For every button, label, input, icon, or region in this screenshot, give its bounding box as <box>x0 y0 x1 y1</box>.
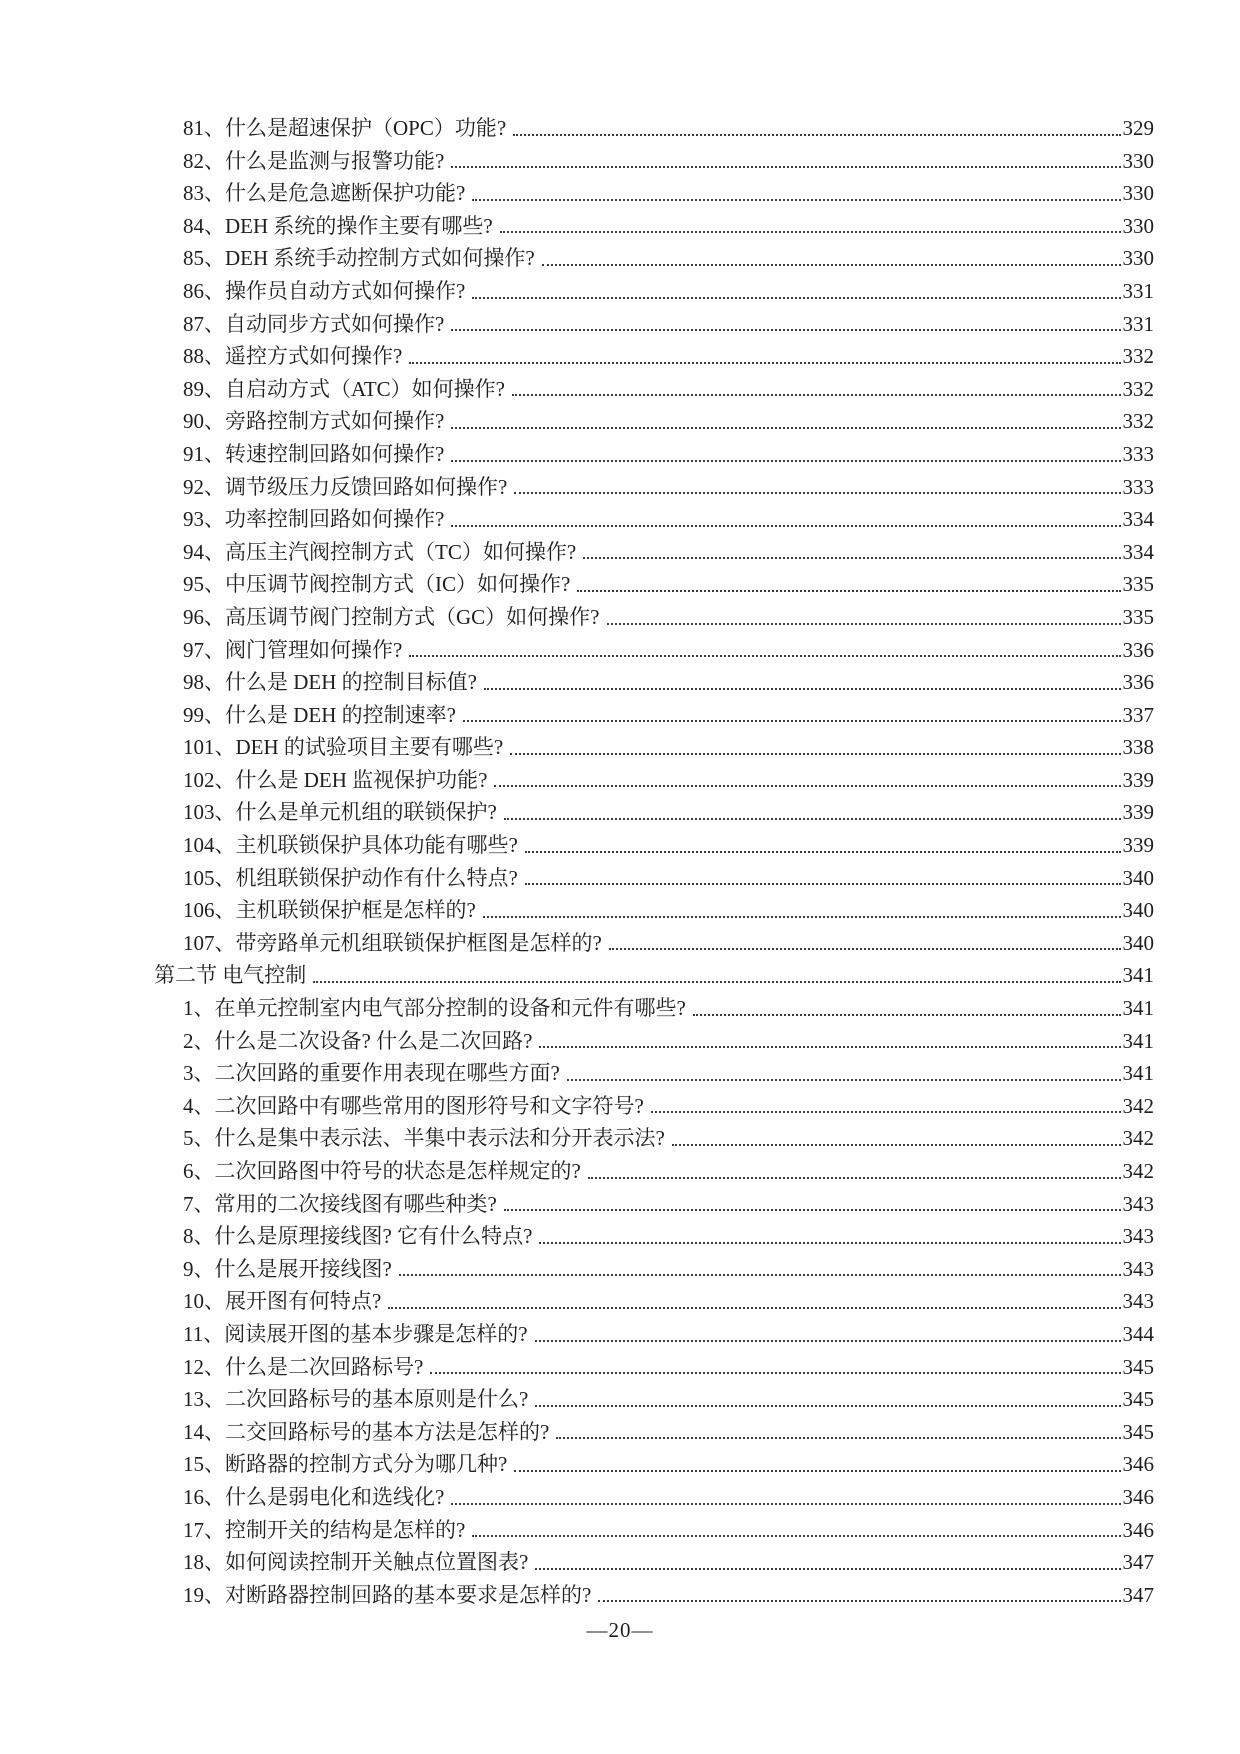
toc-entry-label: 2、什么是二次设备? 什么是二次回路? <box>183 1028 533 1053</box>
toc-leader-dots <box>399 1274 1121 1276</box>
toc-entry <box>154 1416 1154 1449</box>
toc-entry-label: 91、转速控制回路如何操作? <box>183 441 445 466</box>
toc-leader-dots <box>651 1111 1121 1113</box>
toc-entry-page-number: 335 <box>1122 572 1154 597</box>
toc-entry <box>154 894 1154 927</box>
toc-leader-dots <box>500 231 1121 233</box>
toc-entry <box>154 275 1154 308</box>
toc-leader-dots <box>525 883 1121 885</box>
toc-leader-dots <box>472 1535 1120 1537</box>
toc-entry-label: 104、主机联锁保护具体功能有哪些? <box>183 833 518 858</box>
toc-entry-label: 94、高压主汽阀控制方式（TC）如何操作? <box>183 539 577 564</box>
toc-entry <box>154 1188 1154 1221</box>
toc-entry-page-number: 332 <box>1122 344 1154 369</box>
toc-entry-page-number: 345 <box>1122 1354 1154 1379</box>
toc-leader-dots <box>672 1144 1121 1146</box>
toc-entry <box>154 1220 1154 1253</box>
toc-entry <box>154 373 1154 406</box>
toc-entry-page-number: 331 <box>1122 311 1154 336</box>
toc-entry-page-number: 346 <box>1122 1452 1154 1477</box>
toc-entry-page-number: 347 <box>1122 1550 1154 1575</box>
toc-entry <box>154 1318 1154 1351</box>
toc-entry-page-number: 339 <box>1122 833 1154 858</box>
toc-entry-page-number: 330 <box>1122 246 1154 271</box>
toc-entry-page-number: 347 <box>1122 1582 1154 1607</box>
toc-entry <box>154 1514 1154 1547</box>
toc-leader-dots <box>556 1437 1120 1439</box>
toc-entry-label: 81、什么是超速保护（OPC）功能? <box>183 116 507 140</box>
toc-entry <box>154 862 1154 895</box>
toc-entry <box>154 1253 1154 1286</box>
toc-entry <box>154 308 1154 341</box>
toc-leader-dots <box>430 1372 1120 1374</box>
toc-entry-label: 11、阅读展开图的基本步骤是怎样的? <box>183 1321 528 1346</box>
toc-entry-page-number: 334 <box>1122 507 1154 532</box>
toc-entry-label: 第二节 电气控制 <box>154 963 307 988</box>
toc-leader-dots <box>525 851 1121 853</box>
toc-leader-dots <box>451 166 1120 168</box>
toc-entry <box>154 1383 1154 1416</box>
toc-entry-label: 92、调节级压力反馈回路如何操作? <box>183 474 508 499</box>
toc-leader-dots <box>583 557 1120 559</box>
toc-entry-label: 4、二次回路中有哪些常用的图形符号和文字符号? <box>183 1093 644 1118</box>
toc-leader-dots <box>693 1014 1121 1016</box>
toc-leader-dots <box>577 590 1120 592</box>
toc-leader-dots <box>451 525 1120 527</box>
toc-entry-page-number: 340 <box>1122 865 1154 890</box>
toc-leader-dots <box>313 981 1120 983</box>
toc-entry <box>154 503 1154 536</box>
toc-leader-dots <box>409 655 1120 657</box>
toc-entry <box>154 1025 1154 1058</box>
toc-entry-label: 83、什么是危急遮断保护功能? <box>183 181 466 206</box>
toc-entry-label: 107、带旁路单元机组联锁保护框图是怎样的? <box>183 930 602 955</box>
toc-entry <box>154 145 1154 178</box>
toc-entry-page-number: 333 <box>1122 441 1154 466</box>
toc-leader-dots <box>472 297 1120 299</box>
toc-leader-dots <box>535 1340 1121 1342</box>
toc-entry-page-number: 346 <box>1122 1517 1154 1542</box>
toc-entry-page-number: 342 <box>1122 1159 1154 1183</box>
toc-entry <box>154 1285 1154 1318</box>
toc-entry-page-number: 334 <box>1122 539 1154 564</box>
toc-entry-page-number: 330 <box>1122 213 1154 238</box>
toc-leader-dots <box>588 1177 1121 1179</box>
toc-leader-dots <box>598 1600 1120 1602</box>
toc-leader-dots <box>463 720 1121 722</box>
toc-entry <box>154 1155 1154 1188</box>
toc-entry-label: 8、什么是原理接线图? 它有什么特点? <box>183 1224 533 1249</box>
toc-leader-dots <box>607 623 1121 625</box>
toc-entry-page-number: 341 <box>1122 1061 1154 1086</box>
toc-entry <box>154 340 1154 373</box>
toc-entry <box>154 1351 1154 1384</box>
toc-leader-dots <box>484 688 1121 690</box>
toc-entry-page-number: 337 <box>1122 702 1154 727</box>
toc-entry-page-number: 342 <box>1122 1126 1154 1151</box>
toc-entry-page-number: 343 <box>1122 1289 1154 1314</box>
toc-entry <box>154 438 1154 471</box>
toc-leader-dots <box>567 1079 1121 1081</box>
toc-leader-dots <box>539 1242 1120 1244</box>
toc-leader-dots <box>451 1503 1120 1505</box>
toc-entry-page-number: 345 <box>1122 1387 1154 1412</box>
toc-leader-dots <box>535 1568 1120 1570</box>
toc-entry-label: 90、旁路控制方式如何操作? <box>183 409 445 434</box>
toc-leader-dots <box>472 199 1120 201</box>
toc-entry-page-number: 340 <box>1122 930 1154 955</box>
toc-entry <box>154 1057 1154 1090</box>
toc-entry <box>154 1448 1154 1481</box>
toc-entry-page-number: 332 <box>1122 409 1154 434</box>
toc-entry-label: 98、什么是 DEH 的控制目标值? <box>183 670 477 695</box>
toc-entry <box>154 731 1154 764</box>
toc-entry-label: 93、功率控制回路如何操作? <box>183 507 445 532</box>
toc-entry-label: 16、什么是弱电化和选线化? <box>183 1484 445 1509</box>
toc-entry-page-number: 341 <box>1122 996 1154 1021</box>
toc-entry-page-number: 338 <box>1122 735 1154 760</box>
toc-entry-label: 19、对断路器控制回路的基本要求是怎样的? <box>183 1582 592 1607</box>
toc-entry-page-number: 346 <box>1122 1484 1154 1509</box>
toc-entry-label: 103、什么是单元机组的联锁保护? <box>183 800 497 825</box>
toc-leader-dots <box>494 785 1120 787</box>
toc-entry-label: 18、如何阅读控制开关触点位置图表? <box>183 1550 529 1575</box>
toc-entry-page-number: 339 <box>1122 767 1154 792</box>
toc-leader-dots <box>539 1046 1120 1048</box>
toc-entry-page-number: 331 <box>1122 278 1154 303</box>
toc-entry <box>154 1546 1154 1579</box>
toc-leader-dots <box>542 264 1121 266</box>
toc-entry-page-number: 330 <box>1122 148 1154 173</box>
toc-leader-dots <box>504 1209 1121 1211</box>
toc-leader-dots <box>451 460 1120 462</box>
toc-entry <box>154 927 1154 960</box>
toc-entry-label: 12、什么是二次回路标号? <box>183 1354 424 1379</box>
toc-entry-label: 106、主机联锁保护框是怎样的? <box>183 898 476 923</box>
toc-entry-label: 17、控制开关的结构是怎样的? <box>183 1517 466 1542</box>
toc-entry <box>154 992 1154 1025</box>
toc-entry-label: 84、DEH 系统的操作主要有哪些? <box>183 213 493 238</box>
toc-entry <box>154 634 1154 667</box>
page-number: —20— <box>586 1618 654 1642</box>
toc-entry-label: 1、在单元控制室内电气部分控制的设备和元件有哪些? <box>183 996 686 1021</box>
toc-leader-dots <box>409 362 1120 364</box>
toc-entry-page-number: 339 <box>1122 800 1154 825</box>
toc-leader-dots <box>510 753 1120 755</box>
toc-entry <box>154 699 1154 732</box>
toc-entry-page-number: 343 <box>1122 1191 1154 1216</box>
toc-entry-label: 15、断路器的控制方式分为哪几种? <box>183 1452 508 1477</box>
toc-leader-dots <box>512 394 1121 396</box>
toc-entry <box>154 568 1154 601</box>
toc-entry <box>154 601 1154 634</box>
toc-leader-dots <box>451 329 1120 331</box>
toc-entry-page-number: 341 <box>1122 963 1154 988</box>
toc-entry <box>154 242 1154 275</box>
toc-entry-page-number: 335 <box>1122 604 1154 629</box>
toc-leader-dots <box>504 818 1121 820</box>
toc-entry-page-number: 342 <box>1122 1093 1154 1118</box>
toc-entry-page-number: 336 <box>1122 670 1154 695</box>
toc-entry-label: 105、机组联锁保护动作有什么特点? <box>183 865 518 890</box>
toc-entry-label: 85、DEH 系统手动控制方式如何操作? <box>183 246 535 271</box>
toc-entry-label: 96、高压调节阀门控制方式（GC）如何操作? <box>183 604 600 629</box>
toc-leader-dots <box>483 916 1121 918</box>
toc-entry-page-number: 332 <box>1122 376 1154 401</box>
toc-entry-label: 102、什么是 DEH 监视保护功能? <box>183 767 488 792</box>
toc-entry-page-number: 333 <box>1122 474 1154 499</box>
toc-leader-dots <box>451 427 1120 429</box>
toc-entry <box>154 210 1154 243</box>
toc-entry-page-number: 330 <box>1122 181 1154 206</box>
toc-entry-page-number: 343 <box>1122 1256 1154 1281</box>
toc-entry <box>154 764 1154 797</box>
toc-entry-label: 6、二次回路图中符号的状态是怎样规定的? <box>183 1159 581 1183</box>
toc-entry <box>154 112 1154 145</box>
toc-entry <box>154 1579 1154 1612</box>
table-of-contents <box>154 112 1154 1611</box>
page-footer <box>0 1618 1240 1643</box>
toc-entry-label: 10、展开图有何特点? <box>183 1289 382 1314</box>
toc-entry-label: 87、自动同步方式如何操作? <box>183 311 445 336</box>
toc-entry-label: 97、阀门管理如何操作? <box>183 637 403 662</box>
toc-leader-dots <box>513 134 1120 136</box>
toc-leader-dots <box>609 948 1121 950</box>
toc-entry-label: 14、二交回路标号的基本方法是怎样的? <box>183 1419 550 1444</box>
toc-entry <box>154 1481 1154 1514</box>
toc-entry-label: 101、DEH 的试验项目主要有哪些? <box>183 735 504 760</box>
toc-entry-page-number: 340 <box>1122 898 1154 923</box>
toc-entry-page-number: 329 <box>1122 116 1154 140</box>
toc-entry-page-number: 345 <box>1122 1419 1154 1444</box>
toc-leader-dots <box>535 1405 1120 1407</box>
toc-entry-label: 99、什么是 DEH 的控制速率? <box>183 702 456 727</box>
toc-entry-label: 82、什么是监测与报警功能? <box>183 148 445 173</box>
toc-entry <box>154 666 1154 699</box>
toc-entry-label: 7、常用的二次接线图有哪些种类? <box>183 1191 497 1216</box>
toc-entry-page-number: 343 <box>1122 1224 1154 1249</box>
toc-entry-label: 9、什么是展开接线图? <box>183 1256 392 1281</box>
toc-entry <box>154 405 1154 438</box>
toc-entry <box>154 796 1154 829</box>
toc-entry-page-number: 344 <box>1122 1321 1154 1346</box>
toc-entry-page-number: 341 <box>1122 1028 1154 1053</box>
toc-entry-label: 3、二次回路的重要作用表现在哪些方面? <box>183 1061 560 1086</box>
toc-entry-label: 95、中压调节阀控制方式（IC）如何操作? <box>183 572 571 597</box>
toc-entry-label: 13、二次回路标号的基本原则是什么? <box>183 1387 529 1412</box>
toc-entry-label: 86、操作员自动方式如何操作? <box>183 278 466 303</box>
toc-entry-label: 89、自启动方式（ATC）如何操作? <box>183 376 505 401</box>
toc-entry <box>154 829 1154 862</box>
toc-entry <box>154 471 1154 504</box>
toc-entry <box>154 536 1154 569</box>
toc-entry <box>154 1122 1154 1155</box>
toc-section-entry <box>154 959 1154 992</box>
toc-entry-label: 5、什么是集中表示法、半集中表示法和分开表示法? <box>183 1126 665 1151</box>
toc-entry <box>154 177 1154 210</box>
toc-entry <box>154 1090 1154 1123</box>
toc-leader-dots <box>514 492 1120 494</box>
toc-entry-page-number: 336 <box>1122 637 1154 662</box>
toc-leader-dots <box>388 1307 1120 1309</box>
toc-leader-dots <box>514 1470 1120 1472</box>
toc-entry-label: 88、遥控方式如何操作? <box>183 344 403 369</box>
